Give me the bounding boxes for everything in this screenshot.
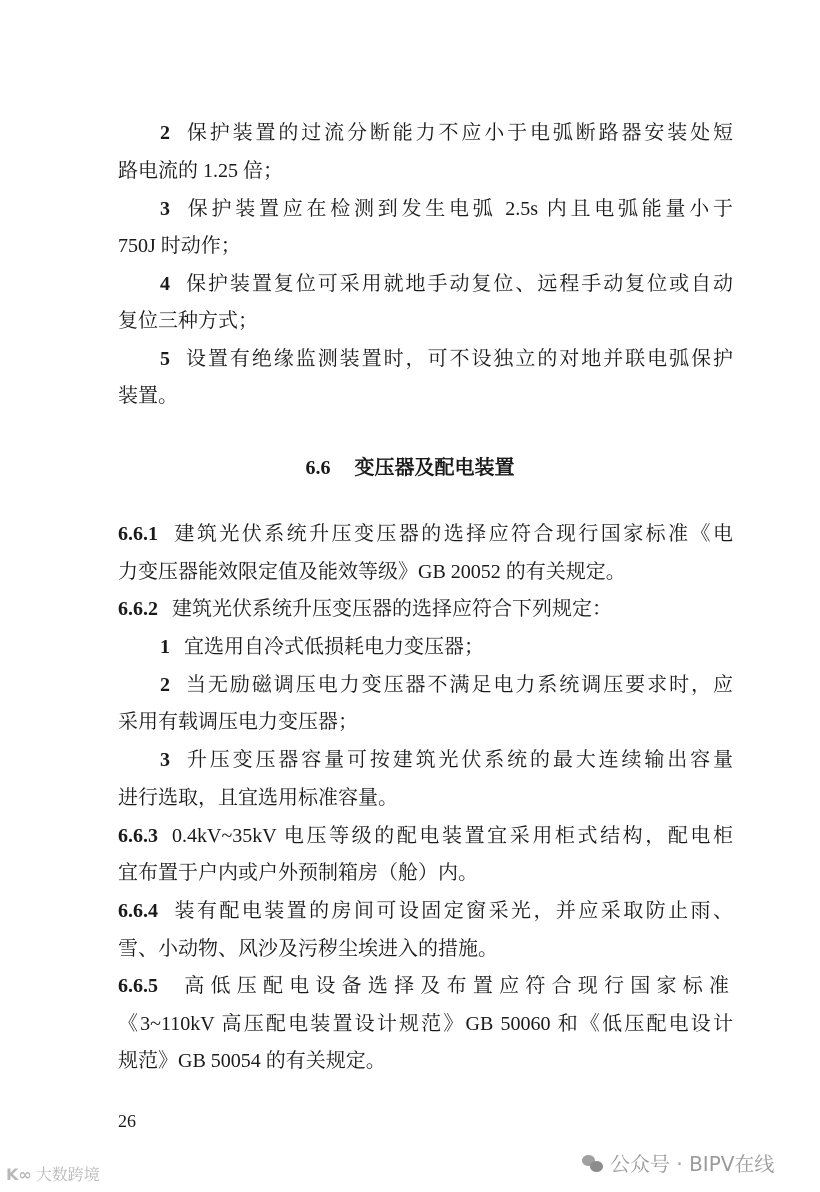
clause-number: 6.6.2 (118, 598, 158, 620)
item-number: 4 (160, 273, 170, 295)
clause-text: 0.4kV~35kV 电压等级的配电装置宜采用柜式结构，配电柜 (172, 825, 733, 847)
section-heading (0, 451, 820, 480)
item-text: 保护装置应在检测到发生电弧 2.5s 内且电弧能量小于 (184, 198, 733, 220)
clause-text: 装有配电装置的房间可设固定窗采光，并应采取防止雨、 (172, 900, 733, 922)
item-text: 设置有绝缘监测装置时，可不设独立的对地并联电弧保护 (184, 348, 733, 370)
list-item (160, 344, 733, 374)
watermark-logo (6, 1162, 100, 1185)
watermark-text: 大数跨境 (35, 1165, 100, 1184)
item-text: 进行选取，且宜选用标准容量。 (118, 787, 398, 809)
list-item (160, 670, 733, 700)
item-text: 保护装置复位可采用就地手动复位、远程手动复位或自动 (184, 273, 733, 295)
clause-number: 6.6.4 (118, 900, 158, 922)
clause-text: 力变压器能效限定值及能效等级》GB 20052 的有关规定。 (118, 561, 626, 583)
item-number: 2 (160, 674, 170, 696)
list-item (160, 269, 733, 299)
item-text: 升压变压器容量可按建筑光伏系统的最大连续输出容量 (184, 749, 733, 771)
clause-6-6-1 (118, 519, 733, 549)
item-number: 5 (160, 348, 170, 370)
item-text: 当无励磁调压电力变压器不满足电力系统调压要求时，应 (184, 674, 733, 696)
wechat-icon (582, 1155, 604, 1173)
clause-text: 规范》GB 50054 的有关规定。 (118, 1050, 386, 1072)
item-text: 装置。 (118, 385, 178, 407)
item-number: 2 (160, 122, 170, 144)
section-title: 变压器及配电装置 (354, 457, 515, 479)
logo-icon: K∞ (6, 1165, 32, 1184)
item-text: 复位三种方式； (118, 310, 258, 332)
list-item (160, 194, 733, 224)
clause-number: 6.6.1 (118, 523, 158, 545)
watermark-wechat (582, 1148, 774, 1177)
clause-text: 建筑光伏系统升压变压器的选择应符合下列规定： (172, 598, 612, 620)
item-text: 保护装置的过流分断能力不应小于电弧断路器安装处短 (184, 122, 733, 144)
clause-number: 6.6.5 (118, 975, 158, 997)
clause-6-6-5 (118, 971, 733, 1001)
item-text: 宜选用自冷式低损耗电力变压器； (184, 636, 484, 658)
clause-6-6-2 (118, 594, 733, 624)
clause-text: 雪、小动物、风沙及污秽尘埃进入的措施。 (118, 938, 498, 960)
clause-6-6-3 (118, 821, 733, 851)
watermark-text: 公众号 · BIPV在线 (610, 1152, 775, 1176)
item-number: 3 (160, 749, 170, 771)
item-text: 采用有载调压电力变压器； (118, 711, 358, 733)
item-number: 3 (160, 198, 170, 220)
item-text: 路电流的 1.25 倍； (118, 160, 283, 182)
clause-text: 宜布置于户内或户外预制箱房（舱）内。 (118, 862, 478, 884)
clause-text: 《3~110kV 高压配电装置设计规范》GB 50060 和《低压配电设计 (118, 1013, 733, 1035)
clause-text: 高低压配电设备选择及布置应符合现行国家标准 (182, 975, 733, 997)
clause-6-6-4 (118, 896, 733, 926)
page-number: 26 (118, 1111, 136, 1131)
list-item (160, 745, 733, 775)
clause-text: 建筑光伏系统升压变压器的选择应符合现行国家标准《电 (172, 523, 733, 545)
clause-number: 6.6.3 (118, 825, 158, 847)
section-number: 6.6 (305, 457, 331, 479)
item-number: 1 (160, 636, 170, 658)
item-text: 750J 时动作； (118, 235, 241, 257)
list-item (160, 118, 733, 148)
list-item (160, 632, 733, 662)
